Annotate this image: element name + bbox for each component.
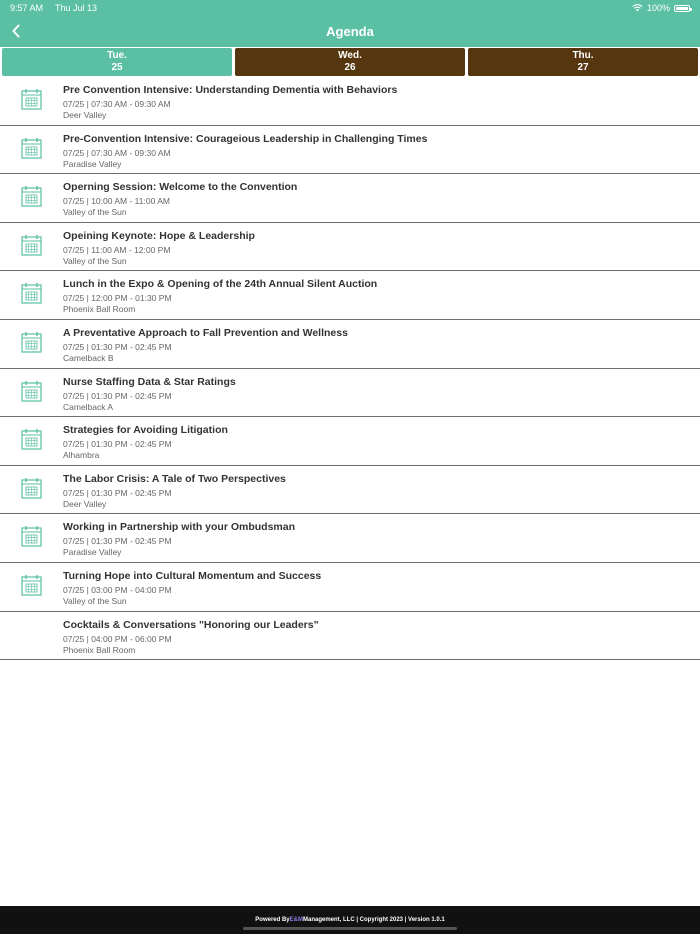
day-tab-num: 25 (111, 62, 123, 73)
calendar-icon (21, 477, 42, 499)
session-time: 07/25 | 07:30 AM - 09:30 AM (63, 147, 171, 158)
session-title: The Labor Crisis: A Tale of Two Perspectives (63, 472, 286, 485)
calendar-icon (21, 137, 42, 159)
session-location: Paradise Valley (63, 158, 122, 169)
session-location: Camelback B (63, 352, 114, 363)
calendar-icon (21, 380, 42, 402)
footer (0, 906, 700, 934)
session-row[interactable] (0, 320, 700, 369)
session-location: Phoenix Ball Room (63, 644, 136, 655)
day-tab-wed[interactable] (235, 48, 465, 76)
session-row[interactable] (0, 563, 700, 612)
session-location: Valley of the Sun (63, 595, 127, 606)
session-location: Camelback A (63, 401, 114, 412)
status-date: Thu Jul 13 (55, 3, 98, 13)
session-title: Operning Session: Welcome to the Convention (63, 181, 298, 194)
session-time: 07/25 | 01:30 PM - 02:45 PM (63, 341, 172, 352)
status-time: 9:57 AM (10, 3, 44, 13)
session-row[interactable] (0, 77, 700, 126)
calendar-icon (21, 574, 42, 596)
session-row[interactable] (0, 271, 700, 320)
session-row[interactable] (0, 223, 700, 272)
session-title: Opeining Keynote: Hope & Leadership (63, 229, 255, 242)
session-location: Paradise Valley (63, 547, 122, 558)
session-title: Working in Partnership with your Ombudsman (63, 521, 295, 534)
session-time: 07/25 | 07:30 AM - 09:30 AM (63, 99, 171, 109)
session-row[interactable] (0, 174, 700, 223)
day-tabs (0, 47, 700, 77)
session-row[interactable] (0, 126, 700, 175)
calendar-icon (21, 185, 42, 207)
session-title: A Preventative Approach to Fall Prevention and Wellness (63, 326, 348, 339)
session-time: 07/25 | 01:30 PM - 02:45 PM (63, 536, 172, 547)
session-time: 07/25 | 01:30 PM - 02:45 PM (63, 487, 172, 498)
calendar-icon (21, 331, 42, 353)
footer-suffix: Management, LLC | Copyright 2023 | Version 1.0.1 (302, 917, 445, 923)
battery-icon (674, 5, 690, 12)
session-time: 07/25 | 01:30 PM - 02:45 PM (63, 439, 172, 450)
session-title: Turning Hope into Cultural Momentum and Success (63, 569, 322, 582)
header (0, 0, 700, 47)
session-time: 07/25 | 10:00 AM - 11:00 AM (63, 196, 170, 207)
session-time: 07/25 | 03:00 PM - 04:00 PM (63, 584, 172, 595)
session-time: 07/25 | 11:00 AM - 12:00 PM (63, 244, 171, 255)
calendar-icon (21, 525, 42, 547)
session-location: Valley of the Sun (63, 207, 127, 218)
page-title: Agenda (326, 24, 374, 39)
session-location: Alhambra (63, 450, 100, 461)
session-row[interactable] (0, 466, 700, 515)
session-list (0, 77, 700, 660)
wifi-icon (632, 4, 643, 12)
session-row[interactable] (0, 514, 700, 563)
day-tab-num: 27 (577, 62, 589, 73)
session-title: Cocktails & Conversations "Honoring our Leaders" (63, 618, 319, 631)
session-title: Lunch in the Expo & Opening of the 24th Annual Silent Auction (63, 278, 378, 291)
day-tab-dow: Tue. (107, 50, 127, 61)
day-tab-tue[interactable] (2, 48, 232, 76)
session-location: Phoenix Ball Room (63, 304, 136, 315)
session-time: 07/25 | 01:30 PM - 02:45 PM (63, 390, 172, 401)
status-bar (0, 0, 700, 16)
calendar-icon (21, 88, 42, 110)
chevron-left-icon (11, 24, 21, 38)
calendar-icon (21, 428, 42, 450)
session-title: Nurse Staffing Data & Star Ratings (63, 375, 236, 388)
session-row[interactable] (0, 417, 700, 466)
session-title: Strategies for Avoiding Litigation (63, 424, 228, 437)
session-time: 07/25 | 04:00 PM - 06:00 PM (63, 633, 172, 644)
session-time: 07/25 | 12:00 PM - 01:30 PM (63, 293, 172, 304)
session-location: Deer Valley (63, 498, 107, 509)
home-indicator[interactable] (243, 927, 457, 930)
calendar-icon (21, 282, 42, 304)
day-tab-dow: Thu. (572, 50, 594, 61)
day-tab-num: 26 (344, 62, 356, 73)
day-tab-thu[interactable] (468, 48, 698, 76)
session-title: Pre-Convention Intensive: Courageious Leadership in Challenging Times (63, 132, 428, 145)
session-location: Valley of the Sun (63, 255, 127, 266)
session-title: Pre Convention Intensive: Understanding Dementia with Behaviors (63, 84, 398, 96)
footer-brand: E&M (289, 917, 303, 923)
back-button[interactable] (6, 20, 26, 42)
session-row[interactable] (0, 369, 700, 418)
day-tab-dow: Wed. (338, 50, 362, 61)
calendar-icon (21, 234, 42, 256)
footer-prefix: Powered By (255, 917, 290, 923)
battery-percent: 100% (646, 3, 670, 13)
session-location: Deer Valley (63, 110, 107, 120)
session-row[interactable] (0, 612, 700, 661)
